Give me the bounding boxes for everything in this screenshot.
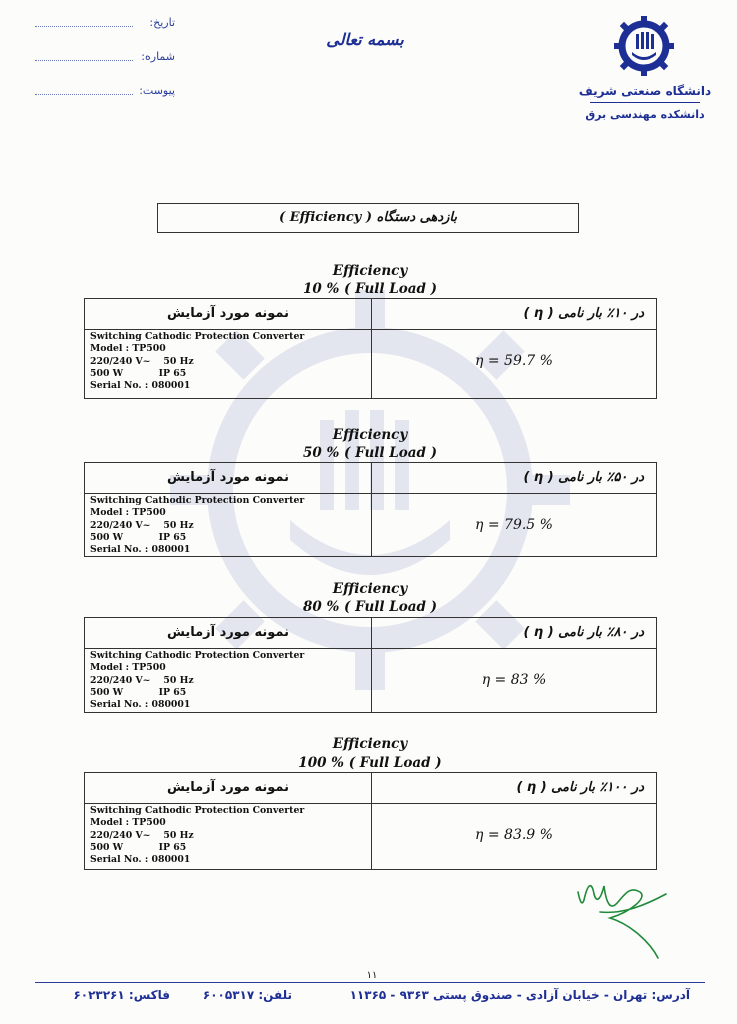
sample-header: نمونه مورد آزمایش bbox=[166, 470, 290, 485]
efficiency-table-50 bbox=[84, 462, 657, 557]
section-subtitle-50: 50 % ( Full Load ) bbox=[303, 445, 437, 461]
number-field bbox=[35, 50, 175, 66]
document-title-text: بازدهی دستگاه ( Efficiency ) bbox=[279, 210, 457, 225]
load-header: در ۵۰٪ بار نامی ( η ) bbox=[523, 470, 644, 485]
load-header: در ۸۰٪ بار نامی ( η ) bbox=[523, 625, 644, 640]
sample-header: نمونه مورد آزمایش bbox=[166, 780, 290, 795]
page-number: ۱۱ bbox=[366, 970, 378, 981]
attachment-label: پیوست: bbox=[139, 84, 175, 97]
section-subtitle-80: 80 % ( Full Load ) bbox=[303, 599, 437, 615]
footer bbox=[30, 986, 710, 1008]
device-spec: Switching Cathodic Protection Converter Model : TP500 220/240 V~ 50 Hz 500 W IP 65 Serial No. : 080001 bbox=[90, 805, 305, 866]
date-field bbox=[35, 16, 175, 32]
section-title-80: Efficiency bbox=[332, 581, 408, 597]
efficiency-table-100 bbox=[84, 772, 657, 870]
column-divider bbox=[371, 773, 372, 869]
section-subtitle-100: 100 % ( Full Load ) bbox=[298, 755, 442, 771]
device-spec: Switching Cathodic Protection Converter Model : TP500 220/240 V~ 50 Hz 500 W IP 65 Serial No. : 080001 bbox=[90, 495, 305, 556]
header-divider bbox=[590, 102, 700, 103]
invocation-text: بسمه تعالی bbox=[326, 30, 404, 49]
efficiency-value: η = 79.5 % bbox=[475, 517, 553, 533]
column-divider bbox=[371, 299, 372, 398]
footer-divider bbox=[35, 982, 705, 983]
document-title bbox=[157, 203, 579, 233]
footer-phone: تلفن: ۶۰۰۵۳۱۷ bbox=[202, 988, 292, 1002]
faculty-name: دانشکده مهندسی برق bbox=[585, 108, 705, 121]
efficiency-table-80 bbox=[84, 617, 657, 713]
section-title-100: Efficiency bbox=[332, 736, 408, 752]
university-name: دانشگاه صنعتی شریف bbox=[578, 84, 712, 98]
load-header: در ۱۰٪ بار نامی ( η ) bbox=[523, 306, 644, 321]
attachment-field bbox=[35, 84, 175, 100]
column-divider bbox=[371, 618, 372, 712]
footer-fax: فاکس: ۶۰۲۳۲۶۱ bbox=[73, 988, 170, 1002]
device-spec: Switching Cathodic Protection Converter Model : TP500 220/240 V~ 50 Hz 500 W IP 65 Serial No. : 080001 bbox=[90, 331, 305, 392]
efficiency-value: η = 83 % bbox=[481, 672, 547, 688]
section-title-50: Efficiency bbox=[332, 427, 408, 443]
signature-icon bbox=[570, 872, 680, 962]
sample-header: نمونه مورد آزمایش bbox=[166, 306, 290, 321]
column-divider bbox=[371, 463, 372, 556]
load-header: در ۱۰۰٪ بار نامی ( η ) bbox=[516, 780, 644, 795]
section-subtitle-10: 10 % ( Full Load ) bbox=[303, 281, 437, 297]
university-logo-icon bbox=[612, 14, 676, 78]
device-spec: Switching Cathodic Protection Converter Model : TP500 220/240 V~ 50 Hz 500 W IP 65 Serial No. : 080001 bbox=[90, 650, 305, 711]
date-label: تاریخ: bbox=[149, 16, 175, 29]
number-label: شماره: bbox=[141, 50, 175, 63]
section-title-10: Efficiency bbox=[332, 263, 408, 279]
efficiency-table-10 bbox=[84, 298, 657, 399]
efficiency-value: η = 59.7 % bbox=[475, 353, 553, 369]
efficiency-value: η = 83.9 % bbox=[475, 827, 553, 843]
footer-address: آدرس: تهران - خیابان آزادی - صندوق پستی ۹۳۶۳ - ۱۱۳۶۵ bbox=[349, 988, 690, 1002]
sample-header: نمونه مورد آزمایش bbox=[166, 625, 290, 640]
